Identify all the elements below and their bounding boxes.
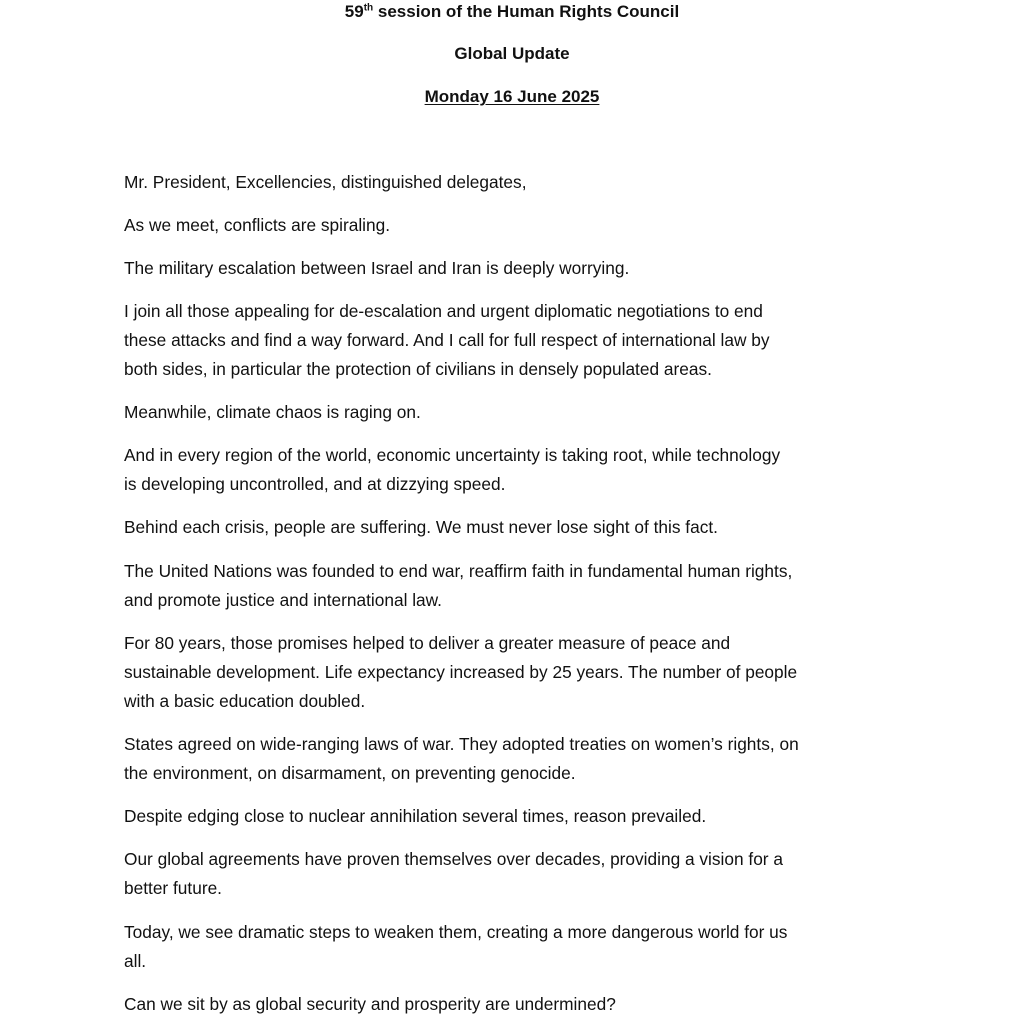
paragraph-line: Today, we see dramatic steps to weaken them, creating a more dangerous world for us — [124, 922, 788, 942]
paragraph-line: sustainable development. Life expectancy increased by 25 years. The number of people — [124, 662, 798, 682]
paragraph — [124, 297, 914, 384]
paragraph-line: Can we sit by as global security and prosperity are undermined? — [124, 994, 616, 1014]
paragraph-line: with a basic education doubled. — [124, 691, 366, 711]
paragraph — [124, 168, 914, 197]
paragraph — [124, 990, 914, 1019]
paragraph — [124, 441, 914, 499]
paragraph-line: better future. — [124, 878, 222, 898]
paragraph-line: For 80 years, those promises helped to deliver a greater measure of peace and — [124, 633, 731, 653]
paragraph — [124, 557, 914, 615]
paragraph — [124, 513, 914, 542]
title-number: 59 — [344, 2, 364, 21]
paragraph — [124, 254, 914, 283]
paragraph-line: Meanwhile, climate chaos is raging on. — [124, 402, 421, 422]
paragraph-line: Mr. President, Excellencies, distinguished delegates, — [124, 172, 527, 192]
paragraph-line: The United Nations was founded to end war, reaffirm faith in fundamental human rights, — [124, 561, 793, 581]
paragraph-line: the environment, on disarmament, on preventing genocide. — [124, 763, 576, 783]
paragraph-line: these attacks and find a way forward. And I call for full respect of international law by — [124, 330, 770, 350]
title-text: session of the Human Rights Council — [373, 2, 680, 21]
paragraph — [124, 211, 914, 240]
paragraph-line: is developing uncontrolled, and at dizzying speed. — [124, 474, 506, 494]
document-date: Monday 16 June 2025 — [424, 87, 600, 106]
document-title — [0, 1, 1024, 23]
paragraph-line: As we meet, conflicts are spiraling. — [124, 215, 391, 235]
paragraph — [124, 845, 914, 903]
title-ordinal-suffix: th — [363, 2, 374, 14]
paragraph-line: and promote justice and international law. — [124, 590, 442, 610]
paragraph — [124, 918, 914, 976]
paragraph — [124, 629, 914, 716]
paragraph-line: States agreed on wide-ranging laws of war. They adopted treaties on women’s rights, on — [124, 734, 799, 754]
paragraph — [124, 730, 914, 788]
paragraph-line: The military escalation between Israel and Iran is deeply worrying. — [124, 258, 630, 278]
paragraph — [124, 398, 914, 427]
paragraph-line: all. — [124, 951, 147, 971]
paragraph-line: Behind each crisis, people are suffering. We must never lose sight of this fact. — [124, 517, 718, 537]
paragraph-line: Despite edging close to nuclear annihilation several times, reason prevailed. — [124, 806, 707, 826]
document-subtitle: Global Update — [454, 44, 570, 63]
paragraph-line: both sides, in particular the protection of civilians in densely populated areas. — [124, 359, 712, 379]
paragraph-line: I join all those appealing for de-escalation and urgent diplomatic negotiations to end — [124, 301, 763, 321]
paragraph — [124, 802, 914, 831]
paragraph-line: And in every region of the world, economic uncertainty is taking root, while technology — [124, 445, 781, 465]
paragraph-line: Our global agreements have proven themselves over decades, providing a vision for a — [124, 849, 783, 869]
